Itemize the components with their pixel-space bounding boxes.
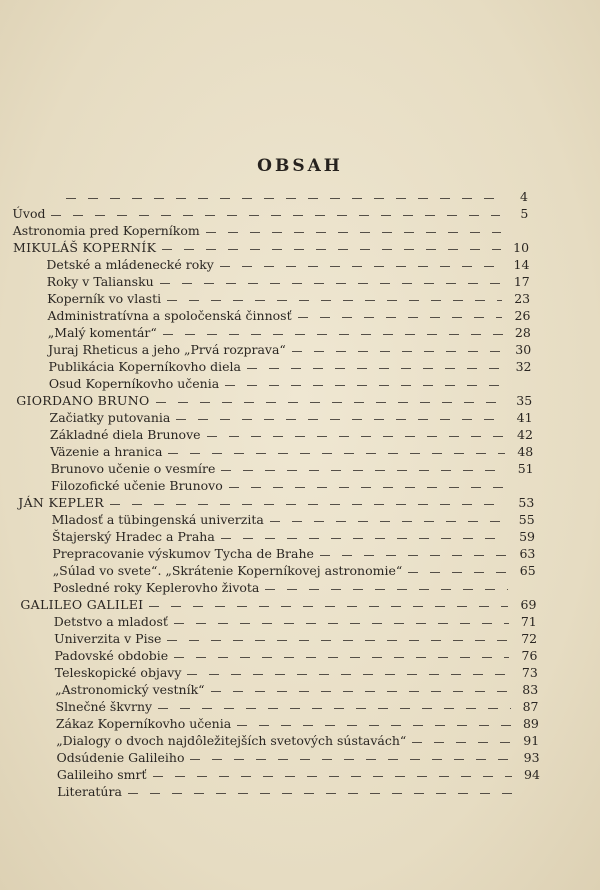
- toc-page-number: 41: [516, 410, 533, 425]
- toc-label: Juraj Rheticus a jeho „Prvá rozprava“: [48, 342, 286, 357]
- toc-page-number: 59: [519, 529, 535, 544]
- toc-leader: [207, 436, 505, 437]
- toc-entry: [51, 475, 534, 493]
- toc-leader: [408, 572, 507, 573]
- toc-page-number: 4: [520, 189, 528, 204]
- toc-page-number: 63: [519, 546, 536, 561]
- toc-leader: [158, 708, 510, 709]
- toc-entry: [53, 577, 536, 595]
- toc-entry: [54, 628, 537, 646]
- toc-section: [13, 237, 529, 255]
- toc-page-number: 23: [514, 291, 531, 306]
- toc-label: Publikácia Koperníkovho diela: [48, 359, 241, 374]
- toc-entry: [49, 356, 532, 374]
- toc-leader: [190, 759, 511, 760]
- toc-leader: [237, 725, 511, 726]
- toc-entry: [57, 764, 540, 782]
- toc-label: Roky v Taliansku: [46, 274, 154, 289]
- toc-label: Univerzita v Pise: [54, 631, 162, 646]
- toc-label: „Súlad vo svete“. „Skrátenie Koperníkovej astronomie“: [52, 563, 403, 578]
- toc-entry: [48, 339, 531, 357]
- toc-leader: [292, 351, 503, 352]
- toc-page-number: 51: [517, 461, 534, 476]
- toc-leader: [167, 300, 502, 301]
- toc-entry: [56, 696, 539, 714]
- toc-leader: [153, 776, 512, 777]
- toc-entry: [57, 747, 540, 765]
- toc-leader: [149, 606, 508, 607]
- toc-label: MIKULÁŠ KOPERNÍK: [13, 240, 157, 255]
- toc-leader: [229, 487, 506, 488]
- toc-leader: [176, 419, 504, 420]
- toc-label: „Dialogy o dvoch najdôležitejších svetových sústavách“: [56, 733, 407, 748]
- toc-entry: [53, 560, 536, 578]
- toc-label: Odsúdenie Galileiho: [56, 750, 185, 765]
- toc-entry: [47, 305, 530, 323]
- toc-page-number: 5: [520, 206, 529, 221]
- toc-entry: [55, 679, 538, 697]
- toc-page-number: 76: [521, 648, 538, 663]
- toc-section: [16, 390, 532, 408]
- toc-label: Zákaz Koperníkovho učenia: [55, 716, 232, 731]
- toc-page-number: 94: [524, 767, 540, 782]
- toc-leader: [220, 266, 502, 267]
- toc-page-number: 72: [521, 631, 538, 646]
- toc-label: Štajerský Hradec a Praha: [52, 529, 215, 544]
- toc-leader: [156, 402, 505, 403]
- toc-label: GALILEO GALILEI: [20, 597, 144, 612]
- toc-label: Administratívna a spoločenská činnosť: [47, 308, 292, 323]
- toc-page-number: 89: [522, 716, 539, 731]
- toc-label: JÁN KEPLER: [18, 495, 104, 510]
- toc-leader: [221, 538, 507, 539]
- toc-leader: [128, 793, 512, 794]
- toc-page-number: 53: [518, 495, 535, 510]
- toc-section: [20, 594, 536, 612]
- toc-label: „Astronomický vestník“: [55, 682, 205, 697]
- toc-entry: [57, 781, 540, 799]
- toc-entry: [12, 203, 528, 221]
- toc-page-number: 69: [520, 597, 537, 612]
- toc-page-number: 35: [516, 393, 533, 408]
- toc-entry: [52, 509, 535, 527]
- toc-entry: [50, 424, 533, 442]
- toc-leader: [225, 385, 504, 386]
- toc-page-number: 71: [520, 614, 537, 629]
- toc-entry: [13, 220, 529, 238]
- toc-leader: [298, 317, 503, 318]
- toc-page-number: 65: [519, 563, 536, 578]
- page-title: OBSAH: [257, 156, 343, 176]
- toc-label: Úvod: [12, 206, 46, 221]
- toc-label: Filozofické učenie Brunovo: [50, 478, 223, 493]
- toc-entry: [48, 322, 531, 340]
- toc-entry: [51, 458, 534, 476]
- toc-leader: [174, 623, 509, 624]
- toc-entry: [50, 441, 533, 459]
- toc-leader: [162, 249, 501, 250]
- toc-page-number: 26: [514, 308, 531, 323]
- toc-leader: [247, 368, 504, 369]
- toc-entry: [52, 526, 535, 544]
- toc-entry: [47, 271, 530, 289]
- toc-page-number: 93: [523, 750, 540, 765]
- toc-label: Detské a mládenecké roky: [46, 257, 214, 272]
- toc-label: Väzenie a hranica: [50, 444, 163, 459]
- toc-leader: [163, 334, 503, 335]
- toc-page-number: 32: [515, 359, 532, 374]
- toc-page-number: 55: [518, 512, 535, 527]
- toc-label: Teleskopické objavy: [54, 665, 182, 680]
- toc-label: Začiatky putovania: [49, 410, 171, 425]
- toc-entry: [49, 373, 532, 391]
- toc-leader: [66, 198, 500, 199]
- toc-entry: [47, 288, 530, 306]
- toc-label: Osud Koperníkovho učenia: [48, 376, 220, 391]
- toc-entry: [55, 662, 538, 680]
- toc-leader: [270, 521, 507, 522]
- toc-label: Slnečné škvrny: [55, 699, 153, 714]
- toc-label: Základné diela Brunove: [49, 427, 201, 442]
- toc-page-number: 87: [522, 699, 539, 714]
- toc-label: Padovské obdobie: [54, 648, 169, 663]
- toc-page-number: 30: [515, 342, 532, 357]
- toc-label: Galileiho smrť: [56, 767, 147, 782]
- toc-page-number: 17: [513, 274, 530, 289]
- toc-entry: [52, 543, 535, 561]
- toc-label: Posledné roky Keplerovho života: [53, 580, 260, 595]
- toc-label: Literatúra: [57, 784, 122, 799]
- toc-entry: [46, 254, 529, 272]
- toc-section: [18, 492, 534, 510]
- toc-leader: [187, 674, 509, 675]
- toc-label: Prepracovanie výskumov Tycha de Brahe: [52, 546, 314, 561]
- toc-leader: [110, 504, 506, 505]
- toc-label: „Malý komentár“: [47, 325, 157, 340]
- toc-label: GIORDANO BRUNO: [16, 393, 150, 408]
- toc-leader: [221, 470, 505, 471]
- toc-page-number: 14: [513, 257, 530, 272]
- toc-entry: [56, 713, 539, 731]
- toc-page-number: 91: [523, 733, 540, 748]
- toc-leader: [320, 555, 507, 556]
- toc-leader: [174, 657, 509, 658]
- toc-leader: [168, 453, 505, 454]
- toc-page-number: 42: [517, 427, 533, 442]
- toc-entry: [54, 611, 537, 629]
- toc-page-number: 28: [514, 325, 531, 340]
- toc-page-number: 73: [521, 665, 538, 680]
- toc-page-number: 48: [517, 444, 534, 459]
- toc-leader: [167, 640, 509, 641]
- toc-entry: [50, 407, 533, 425]
- toc-entry: [56, 730, 539, 748]
- toc-leader: [206, 232, 501, 233]
- toc-leader: [265, 589, 508, 590]
- toc-label: Brunovo učenie o vesmíre: [50, 461, 216, 476]
- toc-leader: [211, 691, 511, 692]
- toc-leader: [412, 742, 511, 743]
- toc-label: Mladosť a tübingenská univerzita: [51, 512, 264, 527]
- toc-label: Koperník vo vlasti: [47, 291, 162, 306]
- toc-label: Astronomia pred Koperníkom: [12, 223, 200, 238]
- toc-page-number: 10: [513, 240, 530, 255]
- toc-entry: [54, 645, 537, 663]
- toc-entry: [60, 186, 528, 204]
- toc-label: Detstvo a mladosť: [53, 614, 168, 629]
- toc-page-number: 83: [522, 682, 539, 697]
- toc-leader: [51, 215, 500, 216]
- toc-leader: [160, 283, 502, 284]
